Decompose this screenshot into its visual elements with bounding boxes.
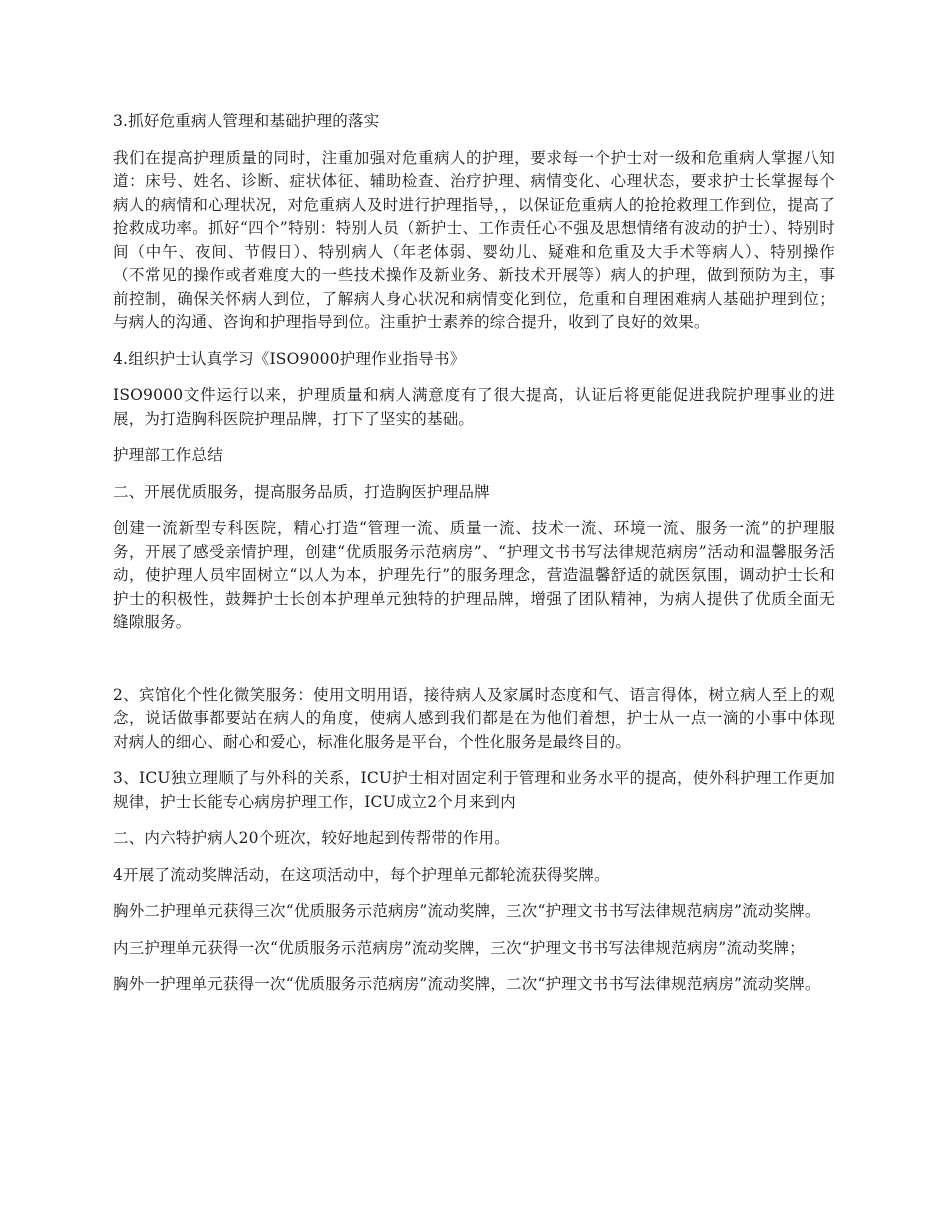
paragraph-smile-service: 2、宾馆化个性化微笑服务：使用文明用语，接待病人及家属时态度和气、语言得体，树立病人至上的观念，说话做事都要站在病人的角度，使病人感到我们都是在为他们着想，护士从一点一滴的小事中体现对病人的细心、耐心和爱心，标准化服务是平台，个性化服务是最终目的。 xyxy=(113,685,835,751)
section-heading-quality-service: 二、开展优质服务，提高服务品质，打造胸医护理品牌 xyxy=(113,482,490,501)
section-heading-iso9000: 4.组织护士认真学习《ISO9000护理作业指导书》 xyxy=(113,349,466,368)
paragraph-icu: 3、ICU独立理顺了与外科的关系，ICU护士相对固定利于管理和业务水平的提高，使外科护理工作更加规律，护士长能专心病房护理工作，ICU成立2个月来到内 xyxy=(113,769,835,811)
paragraph-iso9000: ISO9000文件运行以来，护理质量和病人满意度有了很大提高，认证后将更能促进我院护理事业的进展，为打造胸科医院护理品牌，打下了坚实的基础。 xyxy=(113,386,835,428)
paragraph-critical-care: 我们在提高护理质量的同时，注重加强对危重病人的护理，要求每一个护士对一级和危重病人掌握八知道：床号、姓名、诊断、症状体征、辅助检查、治疗护理、病情变化、心理状态，要求护士长掌握每个病人的病情和心理状况，对危重病人及时进行护理指导，，以保证危重病人的抢抢救理工作到位，提高了抢救成功率。抓好“四个”特别：特别人员（新护士、工作责任心不强及思想情绪有波动的护士）、特别时间（中午、夜间、节假日）、特别病人（年老体弱、婴幼儿、疑难和危重及大手术等病人）、特别操作（不常见的操作或者难度大的一些技术操作及新业务、新技术开展等）病人的护理，做到预防为主，事前控制，确保关怀病人到位，了解病人身心状况和病情变化到位，危重和自理困难病人基础护理到位；与病人的沟通、咨询和护理指导到位。注重护士素养的综合提升，收到了良好的效果。 xyxy=(113,148,835,331)
section-heading-critical-care: 3.抓好危重病人管理和基础护理的落实 xyxy=(113,112,380,130)
paragraph-special-care: 二、内六特护病人20个班次，较好地起到传帮带的作用。 xyxy=(113,829,510,847)
paragraph-award-thoracic-2: 胸外二护理单元获得三次“优质服务示范病房”流动奖牌，三次“护理文书书写法律规范病房”流动奖牌。 xyxy=(113,902,821,920)
paragraph-award-internal-3: 内三护理单元获得一次“优质服务示范病房”流动奖牌，三次“护理文书书写法律规范病房”流动奖牌； xyxy=(113,938,805,957)
blank-gap xyxy=(113,648,835,684)
document-subtitle: 护理部工作总结 xyxy=(113,446,223,464)
paragraph-award-thoracic-1: 胸外一护理单元获得一次“优质服务示范病房”流动奖牌，二次“护理文书书写法律规范病房”流动奖牌。 xyxy=(113,975,821,993)
paragraph-quality-service: 创建一流新型专科医院，精心打造“管理一流、质量一流、技术一流、环境一流、服务一流”的护理服务，开展了感受亲情护理，创建“优质服务示范病房”、“护理文书书写法律规范病房”活动和温馨服务活动，使护理人员牢固树立“以人为本，护理先行”的服务理念，营造温馨舒适的就医氛围，调动护士长和护士的积极性，鼓舞护士长创本护理单元独特的护理品牌，增强了团队精神，为病人提供了优质全面无缝隙服务。 xyxy=(113,519,835,631)
paragraph-award-activity: 4开展了流动奖牌活动，在这项活动中，每个护理单元都轮流获得奖牌。 xyxy=(113,865,610,884)
